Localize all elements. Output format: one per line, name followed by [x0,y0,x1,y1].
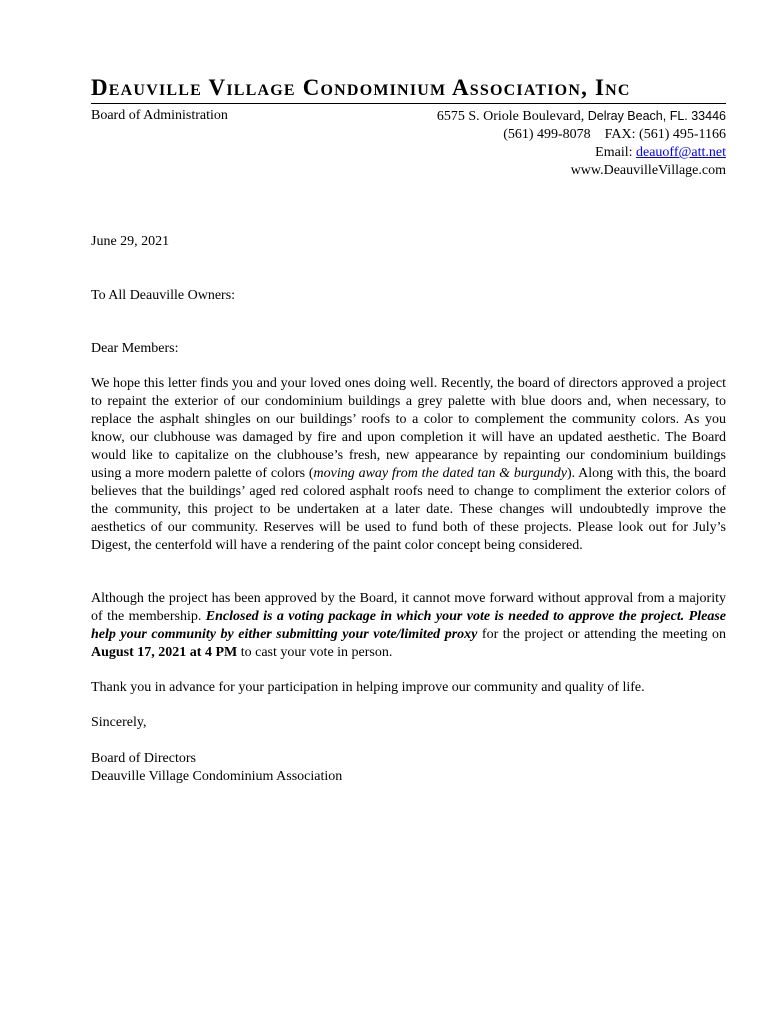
letterhead-title: Deauville Village Condominium Association, Inc [91,75,631,100]
signature-line-1: Board of Directors [91,751,196,766]
p2-bold-italic-text: Enclosed is a voting package in which your vote is needed to approve the project. Please help your community by either submitting your vote/limited proxy [91,609,726,642]
p1-text-b: ). Along with this, the board believes that the buildings’ aged red colored asphalt roofs need to change to compliment the exterior colors of the community, this project to be undertaken at a later date. These changes will undoubtedly improve the aesthetics of our community. Reserves will be used to fund both of these projects. Please look out for July’s Digest, the centerfold will have a rendering of the paint color concept being considered. [91,466,726,553]
letter-signature [91,750,726,786]
email-line [437,144,726,162]
body-paragraph-1 [91,375,726,555]
p2-text-c: to cast your vote in person. [237,645,393,660]
address-street: 6575 S. Oriole Boulevard, [436,109,588,124]
p2-text-a: Although the project has been approved by the Board, it cannot move forward without approval from a majority of the membership. [91,591,726,624]
website-line: www.DeauvilleVillage.com [570,163,726,178]
board-of-administration: Board of Administration [91,108,228,123]
signature-line-2: Deauville Village Condominium Association [91,769,343,784]
letter-recipient: To All Deauville Owners: [91,288,236,303]
p1-italic-text: moving away from the dated tan & burgundy [313,466,567,481]
letter-closing: Sincerely, [91,715,147,730]
phone-fax-line: (561) 499-8078 FAX: (561) 495-1166 [503,127,726,142]
letterhead-divider [91,103,726,104]
p2-text-b: for the project or attending the meeting on [477,627,726,642]
body-paragraph-3: Thank you in advance for your participation in helping improve our community and quality of life. [91,680,645,695]
address-line [437,107,726,126]
letter-salutation: Dear Members: [91,341,179,356]
email-label: Email: [595,145,636,160]
contact-block [437,107,726,180]
address-city: Delray Beach, FL. 33446 [587,109,726,123]
email-link[interactable]: deauoff@att.net [636,145,726,160]
p1-text-a: We hope this letter finds you and your loved ones doing well. Recently, the board of directors approved a project to repaint the exterior of our condominium buildings a grey palette with blue doors and, when necessary, to replace the asphalt shingles on our buildings’ roofs to a color to complement the community colors. As you know, our clubhouse was damaged by fire and upon completion it will have an updated aesthetic. The Board would like to capitalize on the clubhouse’s fresh, new appearance by repainting our condominium buildings using a more modern palette of colors ( [91,376,726,481]
p2-meeting-date: August 17, 2021 at 4 PM [91,645,238,660]
letter-date: June 29, 2021 [91,234,170,249]
body-paragraph-2 [91,590,726,662]
